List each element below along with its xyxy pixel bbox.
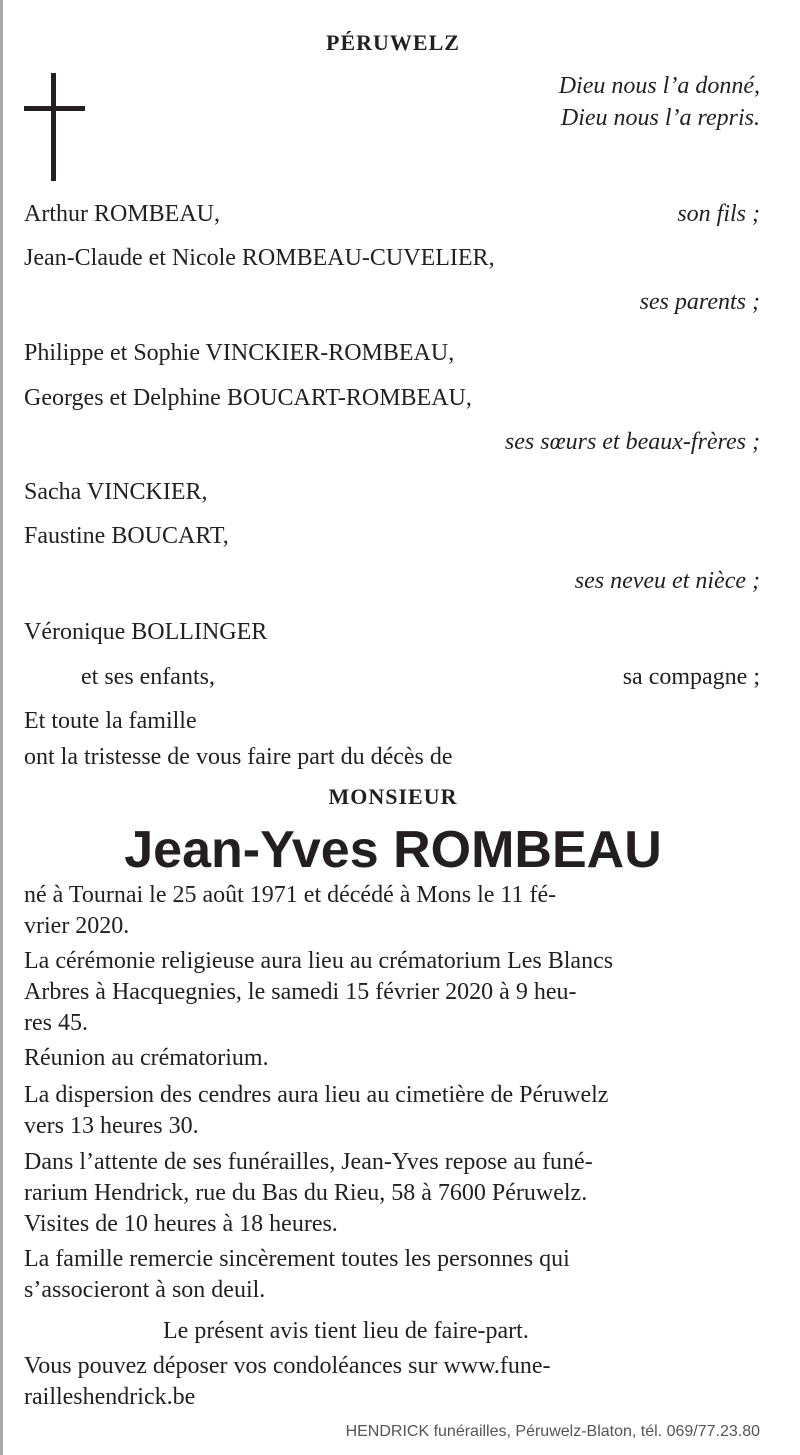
epigraph-line-1: Dieu nous l’a donné, xyxy=(558,73,760,99)
detail-line: vrier 2020. xyxy=(24,913,130,939)
family-partner-children: et ses enfants, xyxy=(81,664,215,690)
notice-line: Le présent avis tient lieu de faire-part. xyxy=(163,1318,529,1344)
detail-line: La famille remercie sincèrement toutes les personnes qui xyxy=(24,1246,570,1272)
family-niece: Faustine BOUCART, xyxy=(24,523,229,549)
condolences-line: railleshendrick.be xyxy=(24,1384,196,1410)
details-funerarium xyxy=(24,1147,769,1240)
family-partner-role: sa compagne ; xyxy=(622,664,760,690)
detail-line: La cérémonie religieuse aura lieu au crématorium Les Blancs xyxy=(24,948,614,974)
details-thanks xyxy=(24,1244,769,1306)
location-heading: PÉRUWELZ xyxy=(326,30,460,55)
detail-line: Visites de 10 heures à 18 heures. xyxy=(24,1211,338,1237)
obituary-notice xyxy=(3,0,800,1455)
detail-line: La dispersion des cendres aura lieu au cimetière de Péruwelz xyxy=(24,1082,609,1108)
announcement-line: ont la tristesse de vous faire part du décès de xyxy=(24,744,453,770)
family-sibling-1: Philippe et Sophie VINCKIER-ROMBEAU, xyxy=(24,340,455,366)
family-partner: Véronique BOLLINGER xyxy=(24,619,268,645)
family-nephew: Sacha VINCKIER, xyxy=(24,479,208,505)
family-parents: Jean-Claude et Nicole ROMBEAU-CUVELIER, xyxy=(24,245,495,271)
family-sibling-2: Georges et Delphine BOUCART-ROMBEAU, xyxy=(24,385,472,411)
family-son-role: son fils ; xyxy=(677,201,760,227)
family-nephew-niece-role: ses neveu et nièce ; xyxy=(574,568,760,594)
detail-line: s’associeront à son deuil. xyxy=(24,1277,266,1303)
epigraph-line-2: Dieu nous l’a repris. xyxy=(560,105,760,131)
detail-line: Arbres à Hacquegnies, le samedi 15 février 2020 à 9 heu- xyxy=(24,979,577,1005)
details-dispersion xyxy=(24,1080,769,1142)
family-siblings-role: ses sœurs et beaux-frères ; xyxy=(504,429,760,455)
deceased-title: MONSIEUR xyxy=(328,784,458,809)
details-birth-death xyxy=(24,880,769,942)
details-reunion xyxy=(24,1043,769,1074)
family-parents-role: ses parents ; xyxy=(639,289,760,315)
details-ceremony xyxy=(24,946,769,1039)
deceased-name: Jean-Yves ROMBEAU xyxy=(124,821,662,879)
condolences-line: Vous pouvez déposer vos condoléances sur www.fune- xyxy=(24,1353,551,1379)
detail-line: res 45. xyxy=(24,1010,88,1036)
funeral-home-footer: HENDRICK funérailles, Péruwelz-Blaton, tél. 069/77.23.80 xyxy=(345,1423,760,1440)
detail-line: vers 13 heures 30. xyxy=(24,1113,199,1139)
condolences xyxy=(24,1351,769,1413)
family-son: Arthur ROMBEAU, xyxy=(24,201,220,227)
detail-line: né à Tournai le 25 août 1971 et décédé à Mons le 11 fé- xyxy=(24,882,557,908)
detail-line: Réunion au crématorium. xyxy=(24,1045,269,1071)
family-all: Et toute la famille xyxy=(24,708,197,734)
detail-line: Dans l’attente de ses funérailles, Jean-Yves repose au funé- xyxy=(24,1149,593,1175)
detail-line: rarium Hendrick, rue du Bas du Rieu, 58 à 7600 Péruwelz. xyxy=(24,1180,588,1206)
